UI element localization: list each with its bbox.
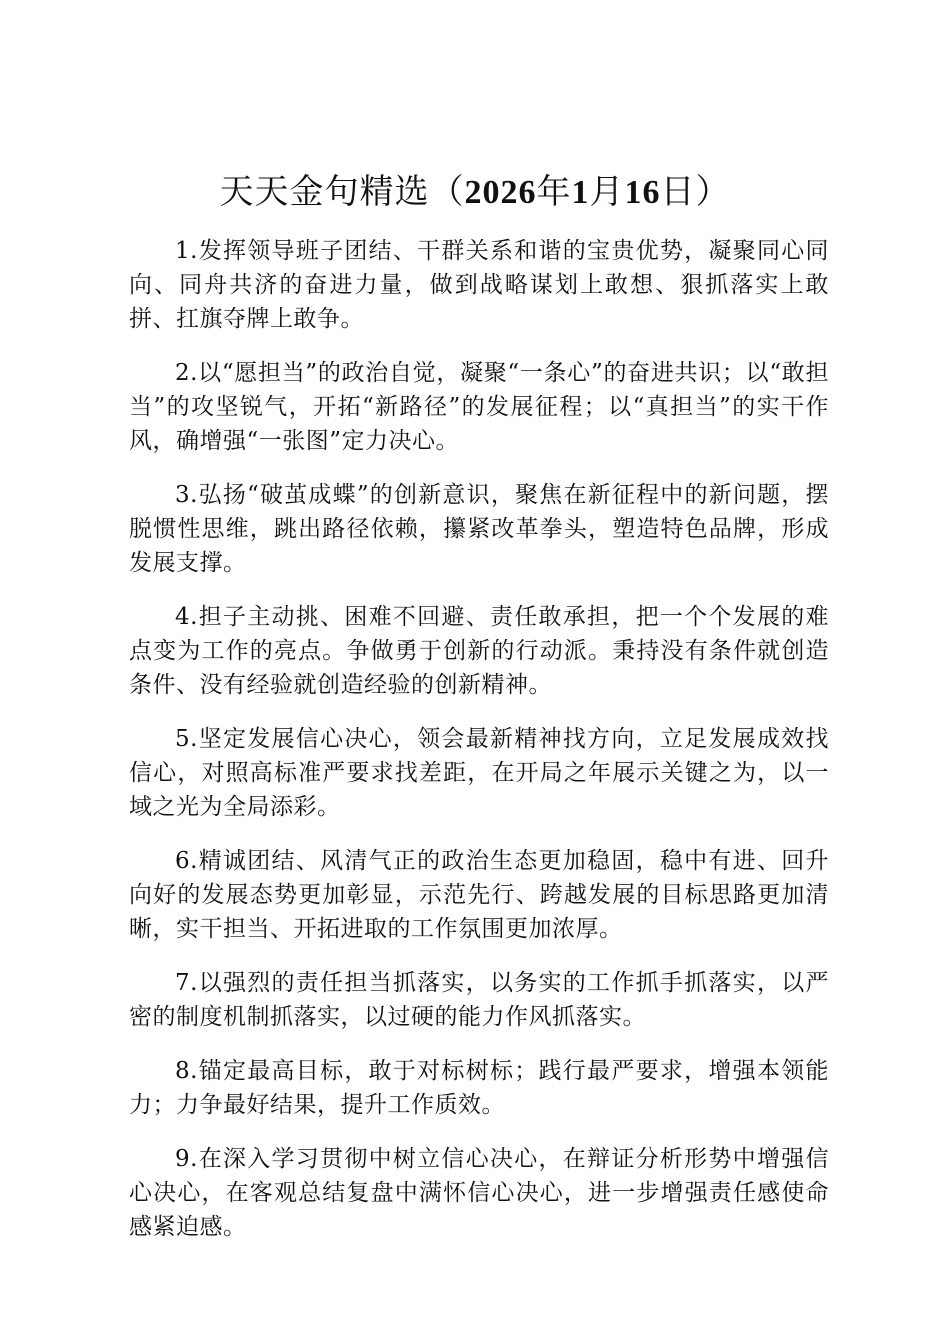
title-year: 2026 [464, 174, 537, 211]
title-nian: 年 [536, 172, 572, 212]
quote-item-8: 8.锚定最高目标，敢于对标树标；践行最严要求，增强本领能力；力争最好结果，提升工作质效。 [129, 1058, 829, 1118]
document-title [0, 170, 950, 215]
quote-item-2: 2.以“愿担当”的政治自觉，凝聚“一条心”的奋进共识；以“敢担当”的攻坚锐气，开拓“新路径”的发展征程；以“真担当”的实干作风，确增强“一张图”定力决心。 [129, 360, 829, 454]
quote-item-7: 7.以强烈的责任担当抓落实，以务实的工作抓手抓落实，以严密的制度机制抓落实，以过硬的能力作风抓落实。 [129, 970, 829, 1030]
title-prefix: 天天金句精选（ [219, 172, 465, 212]
quote-list [129, 234, 829, 1264]
quote-item-5: 5.坚定发展信心决心，领会最新精神找方向，立足发展成效找信心，对照高标准严要求找差距，在开局之年展示关键之为，以一域之光为全局添彩。 [129, 726, 829, 820]
title-day: 16 [624, 174, 661, 211]
title-ri: 日） [660, 172, 731, 212]
quote-item-6: 6.精诚团结、风清气正的政治生态更加稳固，稳中有进、回升向好的发展态势更加彰显，示范先行、跨越发展的目标思路更加清晰，实干担当、开拓进取的工作氛围更加浓厚。 [129, 848, 829, 942]
quote-item-4: 4.担子主动挑、困难不回避、责任敢承担，把一个个发展的难点变为工作的亮点。争做勇于创新的行动派。秉持没有条件就创造条件、没有经验就创造经验的创新精神。 [129, 604, 829, 698]
quote-item-1: 1.发挥领导班子团结、干群关系和谐的宝贵优势，凝聚同心同向、同舟共济的奋进力量，做到战略谋划上敢想、狠抓落实上敢拼、扛旗夺牌上敢争。 [129, 238, 829, 332]
title-month: 1 [571, 174, 590, 211]
title-yue: 月 [589, 172, 625, 212]
quote-item-9: 9.在深入学习贯彻中树立信心决心，在辩证分析形势中增强信心决心，在客观总结复盘中满怀信心决心，进一步增强责任感使命感紧迫感。 [129, 1146, 829, 1240]
quote-item-3: 3.弘扬“破茧成蝶”的创新意识，聚焦在新征程中的新问题，摆脱惯性思维，跳出路径依赖，攥紧改革拳头，塑造特色品牌，形成发展支撑。 [129, 482, 829, 576]
